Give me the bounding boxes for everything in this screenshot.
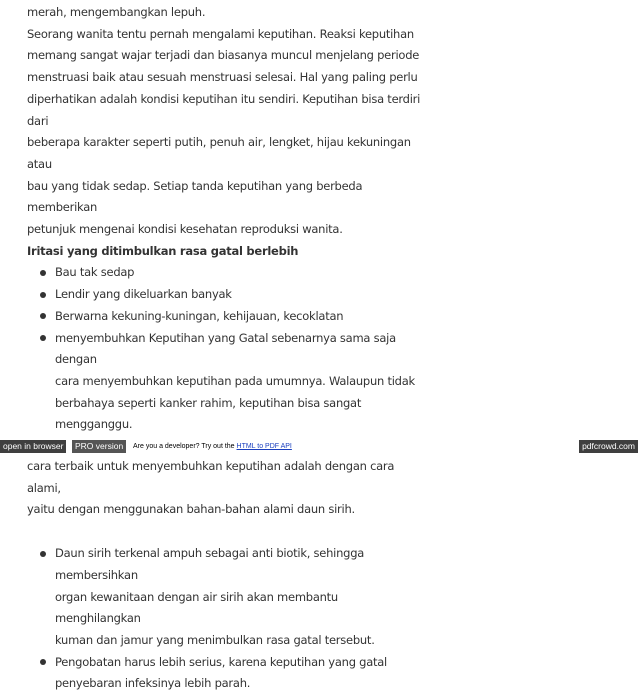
article-body [27, 2, 422, 695]
text-line: Seorang wanita tentu pernah mengalami keputihan. Reaksi keputihan [27, 26, 414, 41]
promo-text: Are you a developer? Try out the HTML to PDF API [133, 443, 292, 450]
text-line: beberapa karakter seperti putih, penuh air, lengket, hijau kekuningan atau [27, 135, 411, 171]
pdfcrowd-brand-link[interactable]: pdfcrowd.com [579, 440, 638, 453]
list-item: Berwarna kekuning-kuningan, kehijauan, kecoklatan [27, 306, 422, 328]
list-item: Daun sirih terkenal ampuh sebagai anti biotik, sehingga membersihkan organ kewanitaan dengan air sirih akan membantu menghilangkan kuman dan jamur yang menimbulkan rasa gatal tersebut. [27, 543, 422, 652]
open-in-browser-button[interactable]: open in browser [0, 440, 66, 453]
list-item: Lendir yang dikeluarkan banyak [27, 284, 422, 306]
text-line: petunjuk mengenai kondisi kesehatan reproduksi wanita. [27, 222, 343, 237]
html-to-pdf-api-link[interactable]: HTML to PDF API [236, 443, 292, 450]
list-item: Pengobatan harus lebih serius, karena keputihan yang gatal penyebaran infeksinya lebih parah. [27, 652, 422, 695]
intro-paragraph [27, 2, 422, 241]
list-item: Bau tak sedap [27, 262, 422, 284]
symptom-list [27, 262, 422, 436]
text-line: cara terbaik untuk menyembuhkan keputihan adalah dengan cara alami, [27, 459, 395, 495]
remedy-list [27, 543, 422, 695]
text-line: diperhatikan adalah kondisi keputihan itu sendiri. Keputihan bisa terdiri dari [27, 91, 421, 128]
list-item: menyembuhkan Keputihan yang Gatal sebenarnya sama saja dengan cara menyembuhkan keputihan pada umumnya. Walaupun tidak berbahaya seperti kanker rahim, keputihan bisa sangat mengganggu. [27, 328, 422, 437]
text-line: menstruasi baik atau sesuah menstruasi selesai. Hal yang paling perlu [27, 70, 418, 85]
pdfcrowd-footer [0, 440, 638, 453]
pro-version-button[interactable]: PRO version [72, 440, 126, 453]
text-line: yaitu dengan menggunakan bahan-bahan alami daun sirih. [27, 502, 355, 517]
spacer [27, 521, 422, 543]
text-line: merah, mengembangkan lepuh. [27, 5, 206, 19]
text-line: bau yang tidak sedap. Setiap tanda keputihan yang berbeda memberikan [27, 178, 363, 215]
text-line: memang sangat wajar terjadi dan biasanya muncul menjelang periode [27, 48, 420, 63]
section-heading: Iritasi yang ditimbulkan rasa gatal berlebih [27, 243, 299, 258]
remedy-paragraph [27, 456, 422, 521]
